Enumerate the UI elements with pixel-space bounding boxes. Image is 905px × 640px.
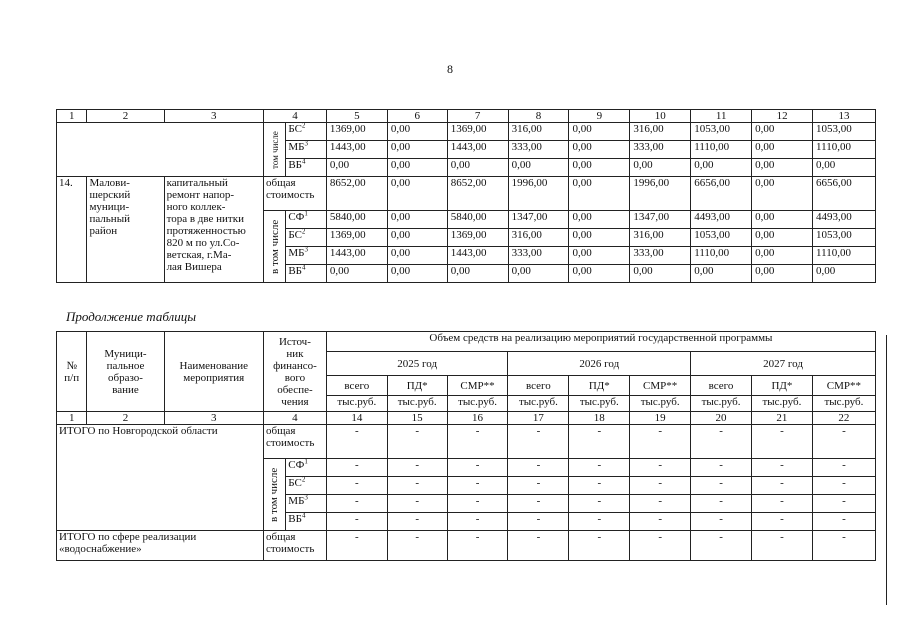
total-region-total-label: общая стоимость — [263, 425, 326, 459]
total-region-source-value: - — [751, 459, 812, 477]
total-region-source-value: - — [447, 459, 508, 477]
top-prev-value: 1443,00 — [447, 141, 508, 159]
total-region-source-value: - — [691, 477, 752, 495]
top-prev-value: 1443,00 — [326, 141, 387, 159]
top-colnum-5: 5 — [326, 110, 387, 123]
total-region-source-value: - — [812, 477, 875, 495]
top-prev-value: 0,00 — [387, 141, 447, 159]
bottom-colnum-row — [57, 412, 876, 425]
top-prev-value: 0,00 — [630, 159, 691, 177]
total-sphere-value: - — [630, 531, 691, 561]
total-region-source-value: - — [508, 459, 569, 477]
total-region-source-value: - — [812, 495, 875, 513]
total-region-source-value: - — [508, 513, 569, 531]
header-subcolumn: всего — [508, 376, 569, 396]
total-region-source: $МБ^3$ — [286, 495, 327, 513]
top-prev-value: 0,00 — [387, 159, 447, 177]
item-14-group-label: в том числе — [264, 211, 286, 283]
header-activity: Наименование мероприятия — [164, 332, 263, 412]
header-volume: Объем средств на реализацию мероприятий государственной программы — [326, 332, 875, 352]
top-prev-src-sup: 2 — [301, 122, 306, 130]
bottom-colnum-20: 20 — [691, 412, 752, 425]
top-prev-src-sup: 3 — [304, 140, 308, 148]
total-region-source-value: - — [751, 495, 812, 513]
total-region-source-value: - — [630, 459, 691, 477]
total-sphere-value: - — [387, 531, 447, 561]
item-14-value: 0,00 — [387, 265, 447, 283]
top-prev-value: 1053,00 — [813, 123, 876, 141]
top-prev-value: 0,00 — [813, 159, 876, 177]
header-source: Источ- ник финансо- вого обеспе- чения — [263, 332, 326, 412]
top-colnum-2: 2 — [87, 110, 164, 123]
top-prev-src: $МБ^3$ — [286, 141, 327, 159]
item-14-total-row — [57, 177, 876, 211]
top-prev-value: 0,00 — [387, 123, 447, 141]
item-14-source: $ВБ^4$ — [286, 265, 327, 283]
item-14-value: 0,00 — [630, 265, 691, 283]
top-prev-value: 0,00 — [447, 159, 508, 177]
total-region-source-value: - — [387, 513, 447, 531]
total-region-value: - — [751, 425, 812, 459]
item-14-value: 0,00 — [752, 211, 813, 229]
item-14-value: 1347,00 — [630, 211, 691, 229]
top-prev-value: 1369,00 — [447, 123, 508, 141]
header-subcolumn: ПД* — [387, 376, 447, 396]
header-subcolumn: всего — [326, 376, 387, 396]
top-colnum-13: 13 — [813, 110, 876, 123]
header-municipality: Муници- пальное образо- вание — [87, 332, 164, 412]
total-region-value: - — [812, 425, 875, 459]
item-14-value: 0,00 — [752, 247, 813, 265]
total-region-row — [57, 425, 876, 459]
item-14-value: 0,00 — [387, 211, 447, 229]
item-14-total-value: 1996,00 — [630, 177, 691, 211]
top-prev-value: 0,00 — [569, 159, 630, 177]
total-region-source-value: - — [326, 459, 387, 477]
header-unit: тыс.руб. — [326, 396, 387, 412]
total-region-source-value: - — [751, 477, 812, 495]
header-year: 2025 год — [326, 352, 508, 376]
top-prev-src: $БС^2$ — [286, 123, 327, 141]
item-14-source: $МБ^3$ — [286, 247, 327, 265]
header-unit: тыс.руб. — [691, 396, 752, 412]
item-14-value: 0,00 — [569, 211, 630, 229]
total-region-source-value: - — [508, 495, 569, 513]
total-region-source-value: - — [326, 477, 387, 495]
total-region-source-value: - — [569, 495, 630, 513]
item-14-total-value: 0,00 — [387, 177, 447, 211]
top-prev-value: 1110,00 — [691, 141, 752, 159]
top-colnum-8: 8 — [508, 110, 569, 123]
top-colnum-6: 6 — [387, 110, 447, 123]
top-prev-value: 0,00 — [326, 159, 387, 177]
item-14-value: 1347,00 — [508, 211, 569, 229]
item-14-total-value: 0,00 — [569, 177, 630, 211]
header-unit: тыс.руб. — [751, 396, 812, 412]
total-region-source-value: - — [447, 513, 508, 531]
top-prev-value: 316,00 — [630, 123, 691, 141]
item-14-value: 0,00 — [752, 229, 813, 247]
total-region-source-value: - — [326, 513, 387, 531]
total-region-value: - — [508, 425, 569, 459]
item-14-municipality: Малови- шерский муници- пальный район — [87, 177, 164, 283]
total-region-source-value: - — [691, 459, 752, 477]
bottom-colnum-2: 2 — [87, 412, 164, 425]
bottom-colnum-22: 22 — [812, 412, 875, 425]
item-14-source: $СФ^1$ — [286, 211, 327, 229]
item-14-source-sup: 1 — [304, 210, 308, 218]
item-14-value: 0,00 — [569, 247, 630, 265]
item-14-source-sup: 2 — [301, 228, 306, 236]
total-region-source: $ВБ^4$ — [286, 513, 327, 531]
total-region-source-value: - — [326, 495, 387, 513]
item-14-value: 0,00 — [569, 265, 630, 283]
continuation-title: Продолжение таблицы — [66, 309, 197, 324]
total-sphere-row — [57, 531, 876, 561]
total-region-source-sup: 3 — [304, 494, 308, 502]
total-sphere-value: - — [751, 531, 812, 561]
header-unit: тыс.руб. — [812, 396, 875, 412]
top-colnum-3: 3 — [164, 110, 263, 123]
bottom-header-row-1 — [57, 332, 876, 352]
header-unit: тыс.руб. — [447, 396, 508, 412]
item-14-total-value: 6656,00 — [813, 177, 876, 211]
top-prev-value: 0,00 — [752, 123, 813, 141]
top-prev-value: 333,00 — [508, 141, 569, 159]
item-14-total-label: общая стоимость — [264, 177, 327, 211]
total-region-source-sup: 2 — [301, 476, 306, 484]
header-unit: тыс.руб. — [630, 396, 691, 412]
total-region-source-sup: 1 — [304, 458, 308, 466]
header-unit: тыс.руб. — [508, 396, 569, 412]
total-region-source-value: - — [569, 513, 630, 531]
total-region-value: - — [691, 425, 752, 459]
header-unit: тыс.руб. — [387, 396, 447, 412]
header-year: 2026 год — [508, 352, 691, 376]
total-sphere-label: ИТОГО по сфере реализации «водоснабжение» — [57, 531, 264, 561]
header-year: 2027 год — [691, 352, 876, 376]
total-region-source: $БС^2$ — [286, 477, 327, 495]
top-prev-blank — [57, 123, 264, 177]
total-region-source-value: - — [447, 495, 508, 513]
bottom-table — [56, 331, 876, 561]
item-14-value: 0,00 — [508, 265, 569, 283]
top-colnum-12: 12 — [752, 110, 813, 123]
item-14-value: 0,00 — [752, 265, 813, 283]
header-subcolumn: всего — [691, 376, 752, 396]
total-region-source-value: - — [630, 513, 691, 531]
total-region-source-value: - — [569, 459, 630, 477]
item-14-value: 5840,00 — [326, 211, 387, 229]
total-region-source-value: - — [691, 513, 752, 531]
total-sphere-value: - — [691, 531, 752, 561]
header-subcolumn: ПД* — [751, 376, 812, 396]
bottom-colnum-4: 4 — [263, 412, 326, 425]
top-prev-group-label: том числе — [264, 123, 286, 177]
total-region-label: ИТОГО по Новгородской области — [57, 425, 264, 531]
total-sphere-value: - — [812, 531, 875, 561]
item-14-activity: капитальный ремонт напор- ного коллек- тора в две нитки протяженностью 820 м по ул.Со- ветская, г.Ма- лая Вишера — [164, 177, 263, 283]
item-14-value: 333,00 — [508, 247, 569, 265]
top-prev-value: 0,00 — [508, 159, 569, 177]
page-number: 8 — [447, 62, 453, 76]
top-colnum-7: 7 — [447, 110, 508, 123]
total-region-source-value: - — [691, 495, 752, 513]
top-prev-value: 333,00 — [630, 141, 691, 159]
header-number: № п/п — [57, 332, 87, 412]
item-14-value: 0,00 — [387, 247, 447, 265]
total-region-value: - — [630, 425, 691, 459]
top-prev-value: 0,00 — [691, 159, 752, 177]
bottom-colnum-15: 15 — [387, 412, 447, 425]
header-subcolumn: СМР** — [630, 376, 691, 396]
total-region-source-value: - — [630, 495, 691, 513]
item-14-value: 1053,00 — [813, 229, 876, 247]
item-14-value: 333,00 — [630, 247, 691, 265]
item-14-value: 5840,00 — [447, 211, 508, 229]
top-colnum-11: 11 — [691, 110, 752, 123]
total-region-value: - — [447, 425, 508, 459]
total-region-source-sup: 4 — [301, 512, 306, 520]
bottom-colnum-3: 3 — [164, 412, 263, 425]
item-14-source-sup: 4 — [301, 264, 306, 272]
top-colnum-1: 1 — [57, 110, 87, 123]
top-prev-value: 1369,00 — [326, 123, 387, 141]
item-14-total-value: 0,00 — [752, 177, 813, 211]
item-14-source: $БС^2$ — [286, 229, 327, 247]
total-region-source-value: - — [447, 477, 508, 495]
total-region-source-value: - — [387, 459, 447, 477]
total-region-source: $СФ^1$ — [286, 459, 327, 477]
item-14-value: 1110,00 — [813, 247, 876, 265]
total-sphere-value: - — [508, 531, 569, 561]
top-colnum-4: 4 — [264, 110, 327, 123]
total-region-value: - — [569, 425, 630, 459]
bottom-colnum-14: 14 — [326, 412, 387, 425]
item-14-value: 1443,00 — [326, 247, 387, 265]
total-region-source-value: - — [812, 513, 875, 531]
total-sphere-total-label: общая стоимость — [263, 531, 326, 561]
header-subcolumn: ПД* — [569, 376, 630, 396]
page-edge-line — [886, 335, 887, 605]
item-14-value: 4493,00 — [813, 211, 876, 229]
total-sphere-value: - — [326, 531, 387, 561]
total-region-source-value: - — [569, 477, 630, 495]
total-region-source-value: - — [630, 477, 691, 495]
top-prev-value: 1053,00 — [691, 123, 752, 141]
item-14-total-value: 1996,00 — [508, 177, 569, 211]
bottom-colnum-18: 18 — [569, 412, 630, 425]
bottom-colnum-16: 16 — [447, 412, 508, 425]
header-subcolumn: СМР** — [812, 376, 875, 396]
item-14-value: 1443,00 — [447, 247, 508, 265]
top-prev-value: 0,00 — [569, 123, 630, 141]
item-14-value: 4493,00 — [691, 211, 752, 229]
top-colnum-row — [57, 110, 876, 123]
top-table — [56, 109, 876, 283]
top-prev-src-sup: 4 — [301, 158, 306, 166]
item-14-value: 316,00 — [508, 229, 569, 247]
total-region-source-value: - — [508, 477, 569, 495]
top-colnum-9: 9 — [569, 110, 630, 123]
top-prev-value: 316,00 — [508, 123, 569, 141]
total-sphere-value: - — [569, 531, 630, 561]
header-unit: тыс.руб. — [569, 396, 630, 412]
total-region-source-value: - — [751, 513, 812, 531]
total-region-source-value: - — [387, 495, 447, 513]
item-14-value: 0,00 — [387, 229, 447, 247]
item-14-value: 0,00 — [326, 265, 387, 283]
top-prev-value: 0,00 — [752, 159, 813, 177]
total-sphere-value: - — [447, 531, 508, 561]
bottom-colnum-17: 17 — [508, 412, 569, 425]
top-prev-row — [57, 123, 876, 141]
item-14-value: 1369,00 — [326, 229, 387, 247]
bottom-colnum-19: 19 — [630, 412, 691, 425]
item-14-source-sup: 3 — [304, 246, 308, 254]
item-14-value: 0,00 — [691, 265, 752, 283]
bottom-colnum-21: 21 — [751, 412, 812, 425]
item-14-value: 1053,00 — [691, 229, 752, 247]
top-prev-value: 0,00 — [752, 141, 813, 159]
item-14-value: 1110,00 — [691, 247, 752, 265]
item-14-value: 1369,00 — [447, 229, 508, 247]
total-region-source-value: - — [812, 459, 875, 477]
total-region-group-label: в том числе — [263, 459, 285, 531]
top-prev-src: $ВБ^4$ — [286, 159, 327, 177]
item-14-value: 0,00 — [569, 229, 630, 247]
item-14-total-value: 8652,00 — [326, 177, 387, 211]
item-14-value: 0,00 — [447, 265, 508, 283]
total-region-value: - — [326, 425, 387, 459]
total-region-source-value: - — [387, 477, 447, 495]
item-14-number: 14. — [57, 177, 87, 283]
item-14-value: 0,00 — [813, 265, 876, 283]
item-14-value: 316,00 — [630, 229, 691, 247]
item-14-total-value: 8652,00 — [447, 177, 508, 211]
item-14-total-value: 6656,00 — [691, 177, 752, 211]
top-prev-value: 1110,00 — [813, 141, 876, 159]
top-colnum-10: 10 — [630, 110, 691, 123]
top-prev-value: 0,00 — [569, 141, 630, 159]
bottom-colnum-1: 1 — [57, 412, 87, 425]
total-region-value: - — [387, 425, 447, 459]
header-subcolumn: СМР** — [447, 376, 508, 396]
